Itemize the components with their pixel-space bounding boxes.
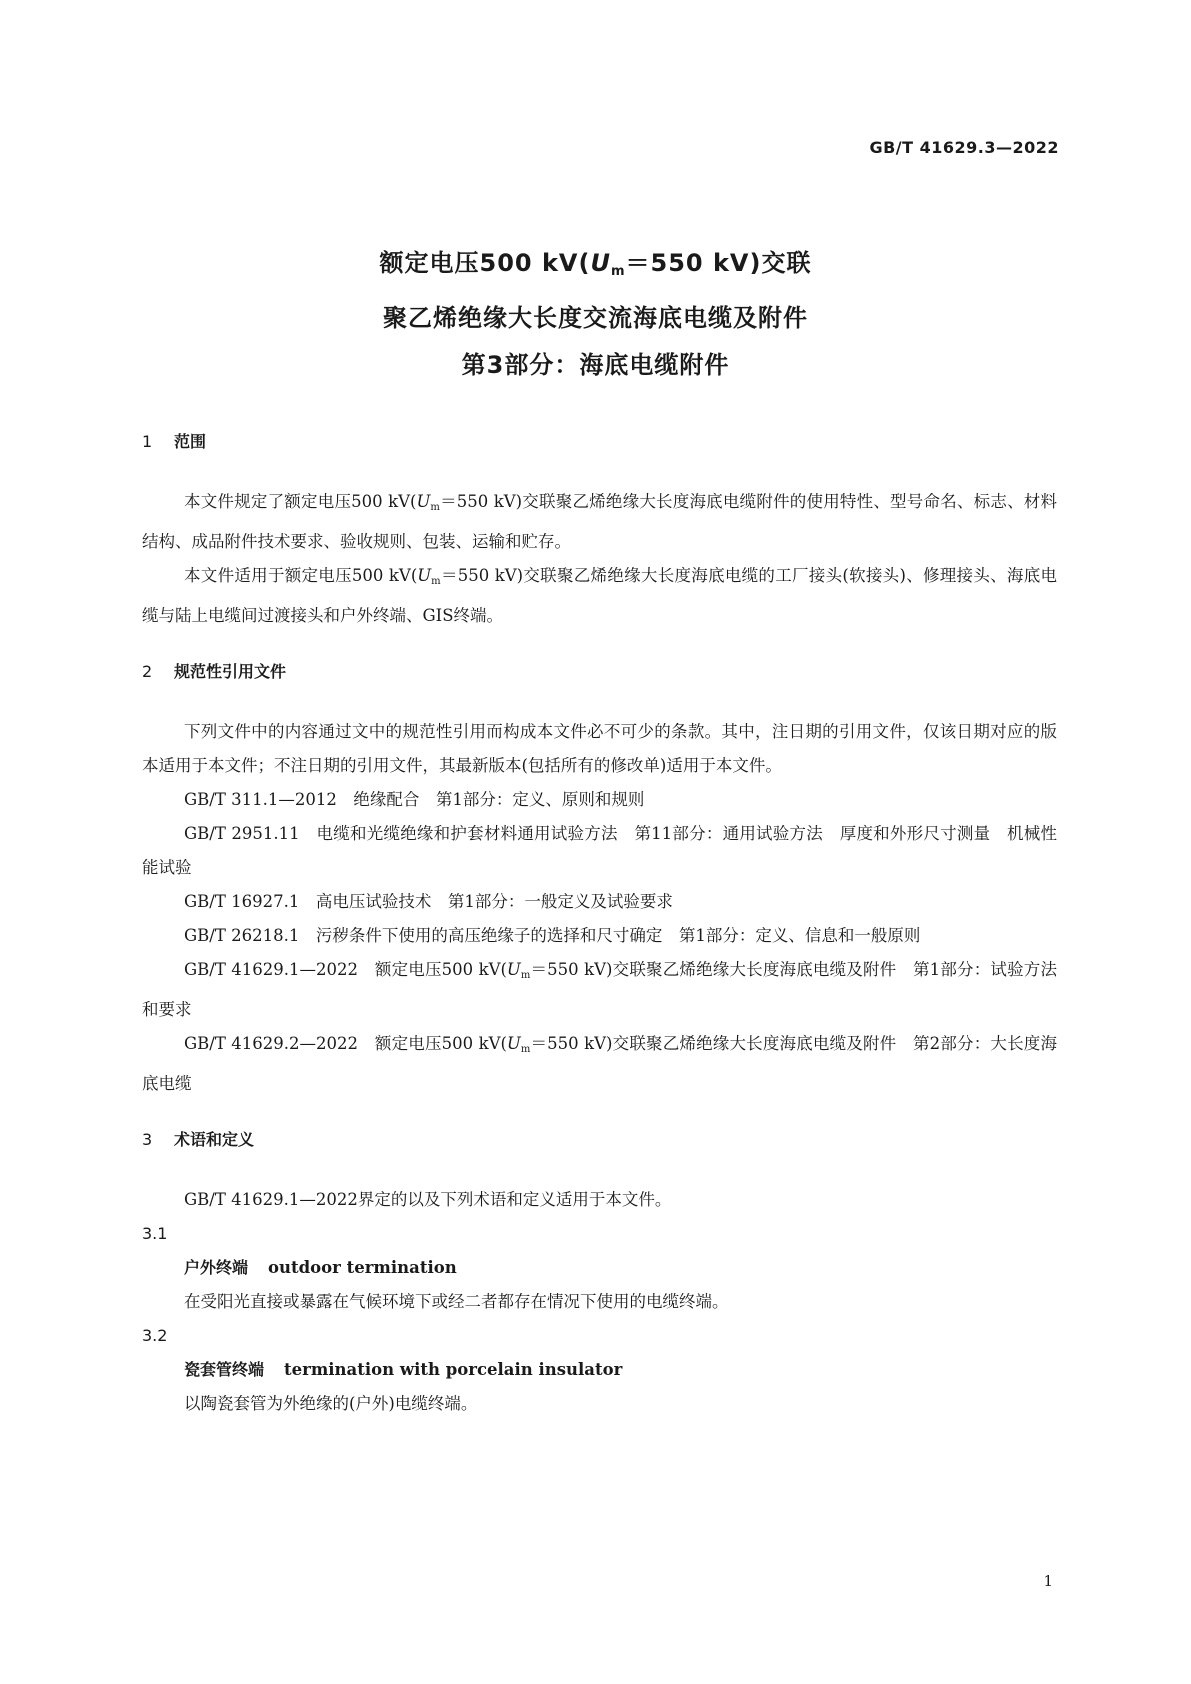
term-2-en: termination with porcelain insulator — [284, 1360, 623, 1379]
title-line-1-pre: 额定电压500 kV( — [379, 249, 591, 277]
term-1-number: 3.1 — [142, 1224, 168, 1243]
term-2-title — [142, 1353, 1057, 1387]
s1p1-post: ＝550 kV)交联聚乙烯绝缘大长度海底电缆附件的使用特性、型号命名、标志、材料结构、成品附件技术要求、验收规则、包装、运输和贮存。 — [142, 492, 1057, 551]
title-line-2: 聚乙烯绝缘大长度交流海底电缆及附件 — [383, 304, 808, 332]
reference-5 — [142, 953, 1057, 1027]
document-body — [142, 425, 1057, 1421]
reference-4: GB/T 26218.1 污秽条件下使用的高压绝缘子的选择和尺寸确定 第1部分：定义、信息和一般原则 — [184, 926, 921, 945]
term-1-definition: 在受阳光直接或暴露在气候环境下或经二者都存在情况下使用的电缆终端。 — [184, 1292, 729, 1311]
term-1-zh: 户外终端 — [184, 1258, 249, 1277]
term-1-en: outdoor termination — [268, 1258, 457, 1277]
section-1-paragraph-2 — [142, 559, 1057, 633]
section-2-title: 规范性引用文件 — [174, 662, 287, 681]
ref5-sub: m — [520, 970, 531, 981]
ref5-u: U — [506, 960, 521, 979]
section-3-title: 术语和定义 — [174, 1130, 255, 1149]
section-2-number: 2 — [142, 662, 153, 681]
term-2-definition: 以陶瓷套管为外绝缘的(户外)电缆终端。 — [184, 1394, 478, 1413]
reference-2: GB/T 2951.11 电缆和光缆绝缘和护套材料通用试验方法 第11部分：通用试验方法 厚度和外形尺寸测量 机械性能试验 — [142, 824, 1057, 877]
section-1-number: 1 — [142, 432, 153, 451]
standard-code: GB/T 41629.3—2022 — [869, 138, 1059, 157]
document-title — [0, 240, 1191, 389]
ref5-pre: GB/T 41629.1—2022 额定电压500 kV( — [184, 960, 507, 979]
title-line-1-u: U — [590, 249, 611, 277]
title-line-1-post: ＝550 kV)交联 — [625, 249, 812, 277]
section-1-title: 范围 — [174, 432, 207, 451]
reference-1: GB/T 311.1—2012 绝缘配合 第1部分：定义、原则和规则 — [184, 790, 645, 809]
term-1-title — [142, 1251, 1057, 1285]
term-2-zh: 瓷套管终端 — [184, 1360, 265, 1379]
title-line-3: 第3部分：海底电缆附件 — [461, 351, 730, 379]
title-line-1 — [0, 240, 1191, 295]
ref6-post: ＝550 kV)交联聚乙烯绝缘大长度海底电缆及附件 第2部分：大长度海底电缆 — [142, 1034, 1057, 1093]
section-2-heading — [142, 655, 1057, 689]
section-1-heading — [142, 425, 1057, 459]
reference-6 — [142, 1027, 1057, 1101]
s1p2-u: U — [417, 566, 432, 585]
title-line-1-sub: m — [610, 264, 626, 279]
section-3-number: 3 — [142, 1130, 153, 1149]
s1p2-pre: 本文件适用于额定电压500 kV( — [184, 566, 418, 585]
section-3-heading — [142, 1123, 1057, 1157]
page-number: 1 — [1043, 1572, 1053, 1590]
s1p1-sub: m — [430, 502, 440, 513]
s1p1-pre: 本文件规定了额定电压500 kV( — [184, 492, 417, 511]
ref6-u: U — [506, 1034, 521, 1053]
ref6-pre: GB/T 41629.2—2022 额定电压500 kV( — [184, 1034, 507, 1053]
section-3-intro: GB/T 41629.1—2022界定的以及下列术语和定义适用于本文件。 — [184, 1190, 672, 1209]
ref5-post: ＝550 kV)交联聚乙烯绝缘大长度海底电缆及附件 第1部分：试验方法和要求 — [142, 960, 1057, 1019]
ref6-sub: m — [520, 1044, 531, 1055]
term-2-number: 3.2 — [142, 1326, 168, 1345]
section-2-intro: 下列文件中的内容通过文中的规范性引用而构成本文件必不可少的条款。其中，注日期的引用文件，仅该日期对应的版本适用于本文件；不注日期的引用文件，其最新版本(包括所有的修改单)适用于本文件。 — [142, 722, 1057, 775]
s1p2-sub: m — [431, 576, 441, 587]
s1p1-u: U — [416, 492, 431, 511]
s1p2-post: ＝550 kV)交联聚乙烯绝缘大长度海底电缆的工厂接头(软接头)、修理接头、海底电缆与陆上电缆间过渡接头和户外终端、GIS终端。 — [142, 566, 1057, 625]
reference-3: GB/T 16927.1 高电压试验技术 第1部分：一般定义及试验要求 — [184, 892, 673, 911]
section-1-paragraph-1 — [142, 485, 1057, 559]
